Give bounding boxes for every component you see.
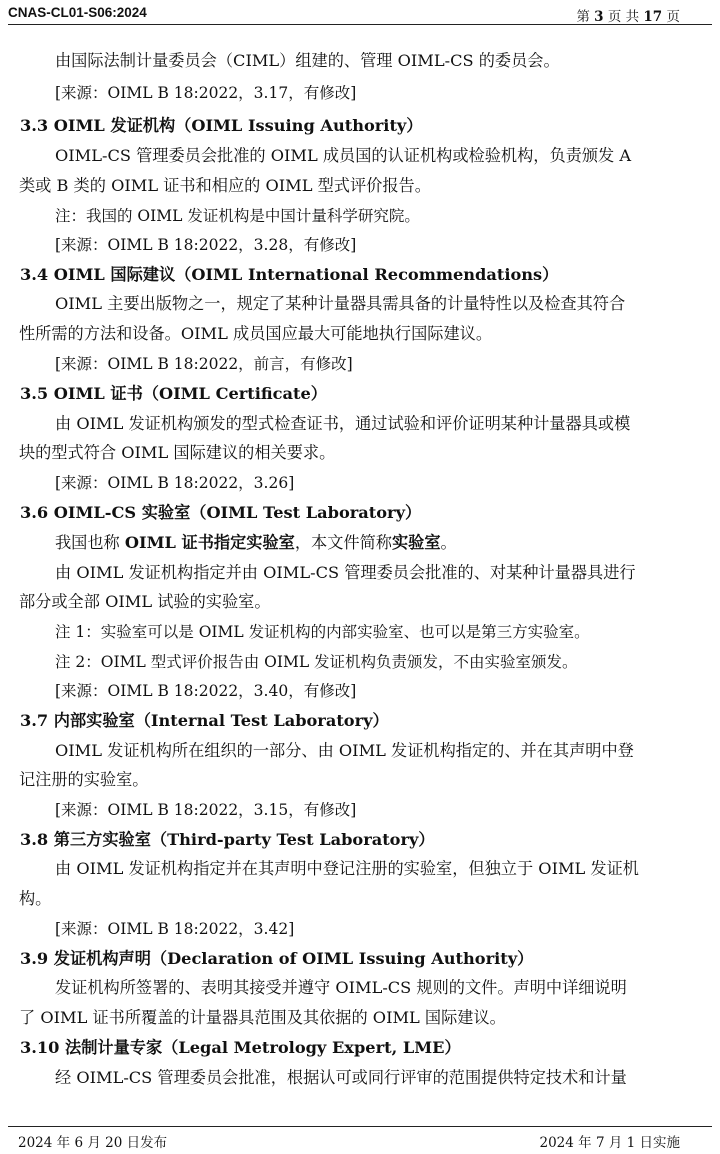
section-heading-3-6: 3.6 OIML-CS 实验室（OIML Test Laboratory） — [20, 503, 422, 522]
page-number: 第 3 页 共 17 页 — [576, 9, 680, 25]
source-note: [来源：OIML B 18:2022，3.42] — [55, 920, 295, 938]
note-line: 注：我国的 OIML 发证机构是中国计量科学研究院。 — [55, 207, 420, 225]
source-note: [来源：OIML B 18:2022，3.26] — [55, 474, 295, 492]
body-line: 性所需的方法和设备。OIML 成员国应最大可能地执行国际建议。 — [19, 324, 493, 343]
body-line: 经 OIML-CS 管理委员会批准，根据认可或同行评审的范围提供特定技术和计量 — [55, 1068, 627, 1087]
page-header — [0, 0, 720, 26]
section-heading-3-7: 3.7 内部实验室（Internal Test Laboratory） — [20, 711, 389, 730]
body-line: 由 OIML 发证机构颁发的型式检查证书，通过试验和评价证明某种计量器具或模 — [55, 414, 631, 433]
body-line: 类或 B 类的 OIML 证书和相应的 OIML 型式评价报告。 — [19, 176, 431, 195]
section-heading-3-5: 3.5 OIML 证书（OIML Certificate） — [20, 384, 327, 403]
note-line: 注 1：实验室可以是 OIML 发证机构的内部实验室、也可以是第三方实验室。 — [55, 623, 590, 641]
body-line: 记注册的实验室。 — [19, 770, 149, 789]
section-heading-3-10: 3.10 法制计量专家（Legal Metrology Expert, LME） — [20, 1038, 461, 1057]
section-heading-3-3: 3.3 OIML 发证机构（OIML Issuing Authority） — [20, 116, 423, 135]
body-line: OIML 主要出版物之一，规定了某种计量器具需具备的计量特性以及检查其符合 — [55, 294, 626, 313]
page-footer — [0, 1126, 720, 1154]
body-line: 由国际法制计量委员会（CIML）组建的、管理 OIML-CS 的委员会。 — [55, 51, 560, 70]
body-line: 我国也称 OIML 证书指定实验室，本文件简称实验室。 — [55, 533, 457, 552]
issue-date: 2024 年 6 月 20 日发布 — [18, 1135, 168, 1151]
body-line: 构。 — [19, 889, 52, 908]
term-bold: OIML 证书指定实验室 — [124, 533, 295, 552]
source-note: [来源：OIML B 18:2022，3.40，有修改] — [55, 682, 357, 700]
source-note: [来源：OIML B 18:2022，3.15，有修改] — [55, 801, 357, 819]
header-rule — [8, 24, 712, 25]
body-line: 部分或全部 OIML 试验的实验室。 — [19, 592, 271, 611]
section-heading-3-4: 3.4 OIML 国际建议（OIML International Recommendations） — [20, 265, 559, 284]
source-note: [来源：OIML B 18:2022，3.28，有修改] — [55, 236, 357, 254]
note-line: 注 2：OIML 型式评价报告由 OIML 发证机构负责颁发，不由实验室颁发。 — [55, 653, 578, 671]
section-heading-3-9: 3.9 发证机构声明（Declaration of OIML Issuing Authority） — [20, 949, 534, 968]
document-code: CNAS-CL01-S06:2024 — [8, 5, 147, 20]
effective-date: 2024 年 7 月 1 日实施 — [539, 1135, 680, 1151]
body-line: 块的型式符合 OIML 国际建议的相关要求。 — [19, 443, 336, 462]
source-note: [来源：OIML B 18:2022，3.17，有修改] — [55, 84, 357, 102]
body-line: 由 OIML 发证机构指定并由 OIML-CS 管理委员会批准的、对某种计量器具进行 — [55, 563, 636, 582]
body-line: 了 OIML 证书所覆盖的计量器具范围及其依据的 OIML 国际建议。 — [19, 1008, 506, 1027]
body-line: 由 OIML 发证机构指定并在其声明中登记注册的实验室，但独立于 OIML 发证机 — [55, 859, 639, 878]
section-heading-3-8: 3.8 第三方实验室（Third-party Test Laboratory） — [20, 830, 435, 849]
source-note: [来源：OIML B 18:2022，前言，有修改] — [55, 355, 353, 373]
body-line: 发证机构所签署的、表明其接受并遵守 OIML-CS 规则的文件。声明中详细说明 — [55, 978, 627, 997]
body-line: OIML 发证机构所在组织的一部分、由 OIML 发证机构指定的、并在其声明中登 — [55, 741, 634, 760]
term-bold: 实验室 — [391, 533, 441, 552]
body-line: OIML-CS 管理委员会批准的 OIML 成员国的认证机构或检验机构，负责颁发 A — [55, 146, 632, 165]
footer-rule — [8, 1126, 712, 1127]
